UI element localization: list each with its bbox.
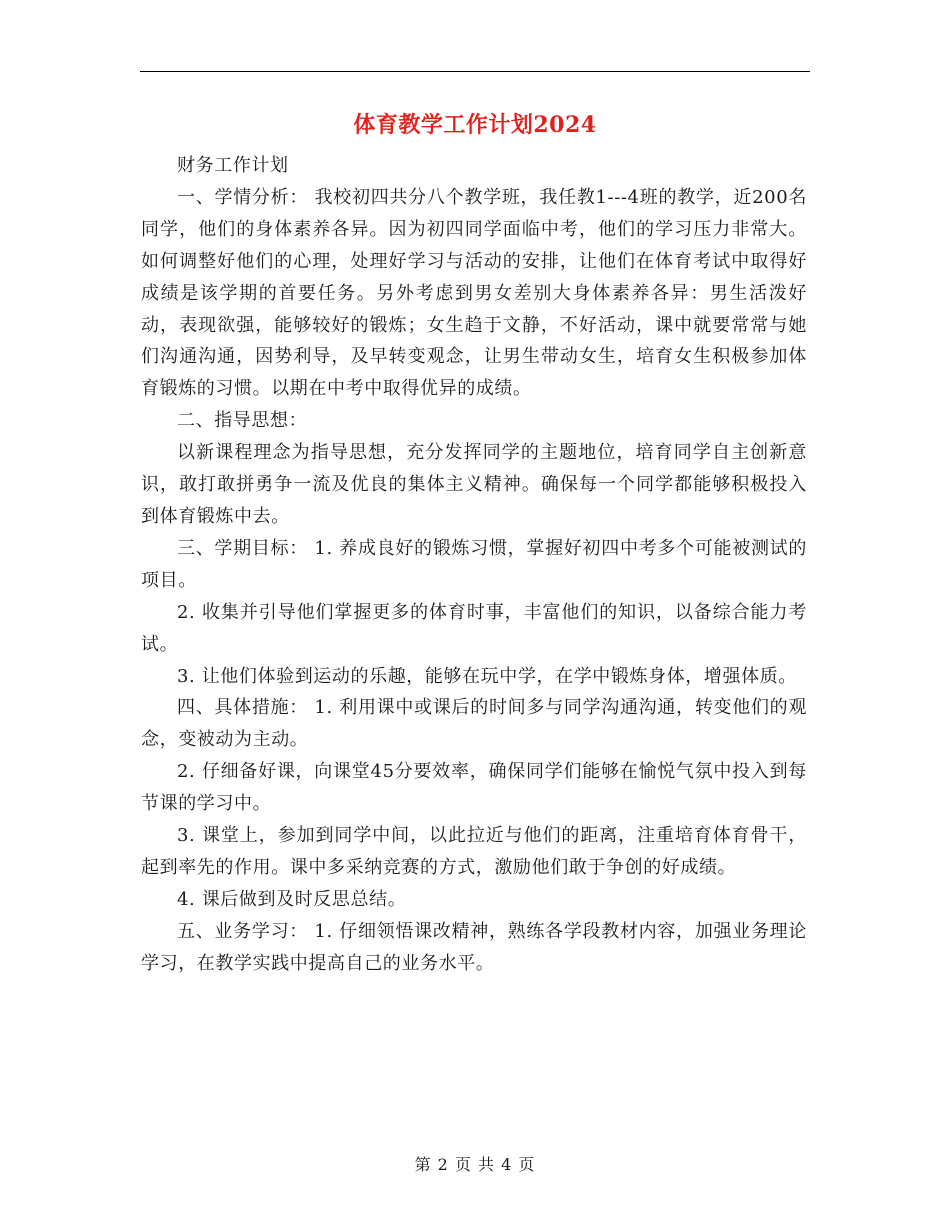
paragraph-measure-1: 四、具体措施： 1. 利用课中或课后的时间多与同学沟通沟通，转变他们的观念，变被动为主动。 [141,697,807,751]
paragraph-learning-analysis: 一、学情分析： 我校初四共分八个教学班，我任教1---4班的教学，近200名同学，他们的身体素养各异。因为初四同学面临中考，他们的学习压力非常大。如何调整好他们的心理，处理好学习与活动的安排，让他们在体育考试中取得好成绩是该学期的首要任务。另外考虑到男女差别大身体素养各异：男生活泼好动，表现欲强，能够较好的锻炼；女生趋于文静，不好活动，课中就要常常与她们沟通沟通，因势利导，及早转变观念，让男生带动女生，培育女生积极参加体育锻炼的习惯。以期在中考中取得优异的成绩。 [141,186,807,400]
paragraph-guiding-content: 以新课程理念为指导思想，充分发挥同学的主题地位，培育同学自主创新意识，敢打敢拼勇争一流及优良的集体主义精神。确保每一个同学都能够积极投入到体育锻炼中去。 [141,442,807,527]
paragraph-goal-1: 三、学期目标： 1. 养成良好的锻炼习惯，掌握好初四中考多个可能被测试的项目。 [141,537,807,591]
header-rule [140,71,810,72]
paragraph-measure-2: 2. 仔细备好课，向课堂45分要效率，确保同学们能够在愉悦气氛中投入到每节课的学习中。 [141,761,807,815]
paragraph-measure-3: 3. 课堂上，参加到同学中间，以此拉近与他们的距离，注重培育体育骨干，起到率先的作用。课中多采纳竞赛的方式，激励他们敢于争创的好成绩。 [141,825,807,878]
paragraph-goal-2: 2. 收集并引导他们掌握更多的体育时事，丰富他们的知识，以备综合能力考试。 [141,601,807,655]
document-body [141,150,807,980]
paragraph-subtitle: 财务工作计划 [177,155,289,176]
paragraph-measure-4: 4. 课后做到及时反思总结。 [177,888,407,910]
page-number: 第 2 页 共 4 页 [414,1155,536,1174]
document-title: 体育教学工作计划2024 [353,112,597,138]
paragraph-guiding-heading: 二、指导思想： [177,410,308,432]
paragraph-study-1: 五、业务学习： 1. 仔细领悟课改精神，熟练各学段教材内容，加强业务理论学习，在教学实践中提高自己的业务水平。 [141,920,807,974]
paragraph-goal-3: 3. 让他们体验到运动的乐趣，能够在玩中学，在学中锻炼身体，增强体质。 [177,665,797,687]
